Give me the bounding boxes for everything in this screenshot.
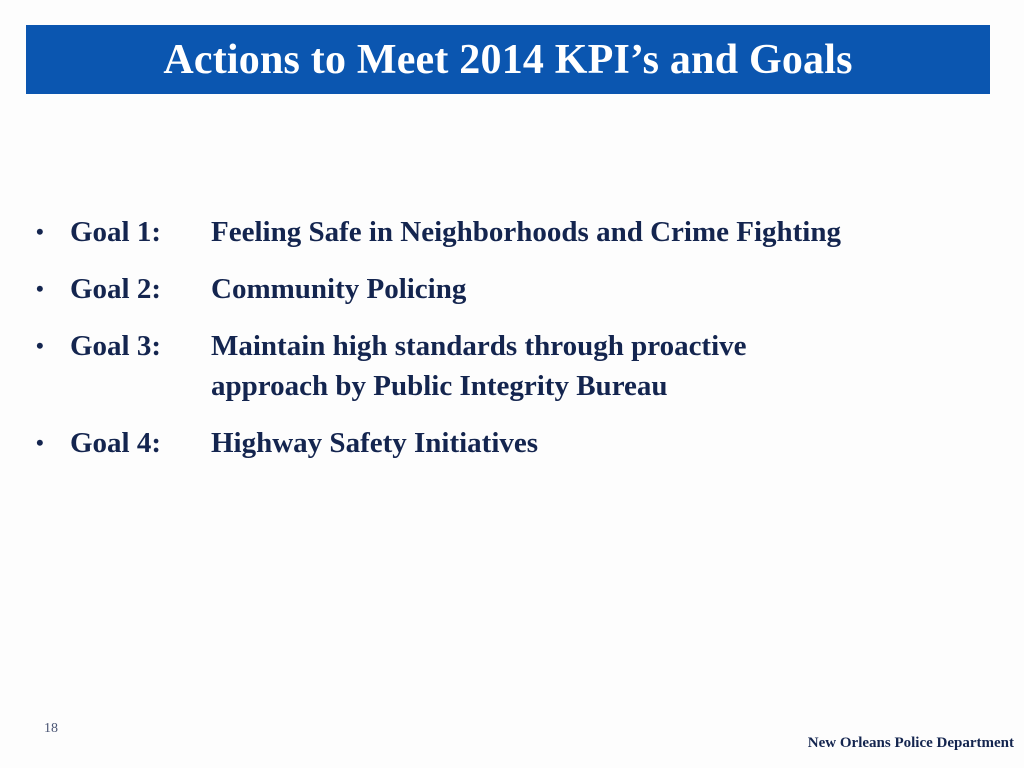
page-number: 18 [44, 721, 58, 736]
title-bar [26, 25, 990, 94]
bullet-icon: • [36, 333, 44, 358]
goal-text: Highway Safety Initiatives [211, 427, 539, 459]
goal-item-4 [36, 423, 971, 463]
goal-item-2 [36, 269, 971, 309]
goal-label: Goal 3: [70, 330, 162, 362]
goal-item-3 [36, 326, 971, 406]
goal-label: Goal 4: [70, 427, 162, 459]
bullet-icon: • [36, 430, 44, 455]
goal-label: Goal 1: [70, 216, 162, 248]
footer-organization: New Orleans Police Department [807, 735, 1014, 751]
goal-item-1 [36, 212, 971, 252]
goal-text: Community Policing [211, 273, 467, 305]
bullet-icon: • [36, 276, 44, 301]
goal-label: Goal 2: [70, 273, 162, 305]
slide-title: Actions to Meet 2014 KPI’s and Goals [163, 36, 853, 83]
goal-text: Maintain high standards through proactive approach by Public Integrity Bureau [211, 330, 747, 402]
goal-text: Feeling Safe in Neighborhoods and Crime Fighting [211, 216, 841, 248]
bullet-icon: • [36, 219, 44, 244]
goals-list [36, 212, 971, 480]
